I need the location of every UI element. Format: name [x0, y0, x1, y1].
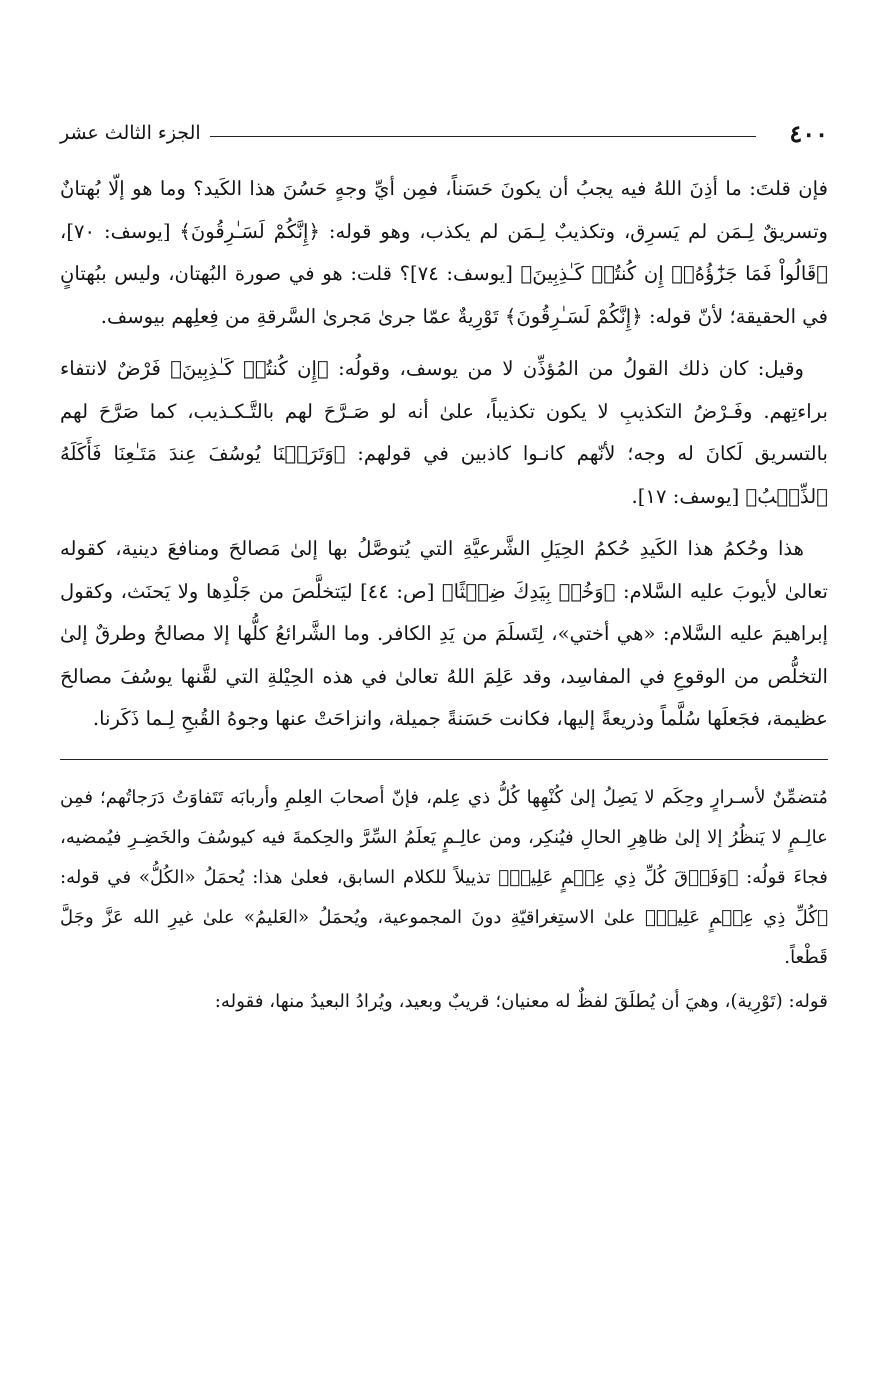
page-number: ٤٠٠: [789, 119, 828, 148]
page: [60, 108, 828, 1288]
main-paragraph: هذا وحُكمُ هذا الكَيدِ حُكمُ الحِيَلِ الشَّرعيَّةِ التي يُتوصَّلُ بها إلىٰ مَصالحَ ومنافعَ دينية، كقوله تعالىٰ لأيوبَ عليه السَّلام: ﴿وَخُذۡ بِيَدِكَ ضِغۡثًا﴾ [ص: ٤٤] ليَتخلَّصَ من جَلْدِها ولا يَحنَث، وكقول إبراهيمَ عليه السَّلام: «هي أختي»، لِتَسلَمَ من يَدِ الكافر. وما الشَّرائعُ كلُّها إلا مصالحُ وطرقٌ إلىٰ التخلُّص من الوقوعِ في المفاسِد، وقد عَلِمَ اللهُ تعالىٰ في هذه الحِيْلةِ التي لقَّنها يوسُفَ مصالحَ عظيمة، فجَعلَها سُلَّماً وذريعةً إليها، فكانت حَسَنةً جميلة، وانزاحَتْ عنها وجوهُ القُبحِ لِـما ذَكَرنا.: [60, 537, 828, 730]
main-paragraph: فإن قلتَ: ما أذِنَ اللهُ فيه يجبُ أن يكونَ حَسَناً، فمِن أيِّ وجهٍ حَسُنَ هذا الكَيد؟ وما هو إلّا بُهتانٌ وتسريقٌ لِـمَن لم يَسرِق، وتكذيبٌ لِـمَن لم يكذب، وهو قوله: ﴿إِنَّكُمْ لَسَـٰرِقُونَ﴾ [يوسف: ٧٠]، ﴿قَالُواْ فَمَا جَزَٰٓؤُهُۥٓ إِن كُنتُمۡ كَـٰذِبِينَ﴾ [يوسف: ٧٤]؟ قلت: هو في صورة البُهتان، وليس ببُهتانٍ في الحقيقة؛ لأنّ قوله: ﴿إِنَّكُمْ لَسَـٰرِقُونَ﴾ تَوْرِيةٌ عمّا جرىٰ مَجرىٰ السَّرقةِ من فِعلِهم بيوسف.: [60, 177, 828, 328]
running-header: [60, 108, 828, 168]
footnotes: [60, 778, 828, 1022]
footnote-paragraph: قوله: (تَوْرِية)، وهيَ أن يُطلَقَ لفظٌ له معنيان؛ قريبٌ وبعيد، ويُرادُ البعيدُ منها، فقوله:: [214, 990, 828, 1012]
part-title: الجزء الثالث عشر: [60, 122, 201, 144]
main-paragraph: وقيل: كان ذلك القولُ من المُؤذِّن لا من يوسف، وقولُه: ﴿إِن كُنتُمۡ كَـٰذِبِينَ﴾ فَرْضٌ لانتفاء براءتِهم. وفَـرْضُ التكذيبِ لا يكون تكذيباً، علىٰ أنه لو صَـرَّحَ لهم بالتَّـكـذيب، كما صَرَّحَ لهم بالتسريق لَكانَ له وجه؛ لأنّهم كانـوا كاذبين في قولهم: ﴿وَتَرَكۡنَا يُوسُفَ عِندَ مَتَـٰعِنَا فَأَكَلَهُ ٱلذِّئۡبُ﴾ [يوسف: ١٧].: [60, 357, 828, 508]
main-text: [60, 168, 828, 741]
footnote-paragraph: مُتضمِّنٌ لأسـرارٍ وحِكَم لا يَصِلُ إلىٰ كُنْهِها كُلُّ ذي عِلم، فإنّ أصحابَ العِلمِ وأربابَه تَتَفاوَتُ دَرَجاتُهم؛ فمِن عالِـمٍ لا يَنظُرُ إلا إلىٰ ظاهِرِ الحالِ فيُنكِر، ومن عالِـمٍ يَعلَمُ السِّرَّ والحِكمةَ فيه كيوسُفَ والخَضِـرِ فيُمضيه، فجاءَ قولُه: ﴿وَفَوۡقَ كُلِّ ذِي عِلۡمٍ عَلِيمٞ﴾ تذييلاً للكلام السابق، فعلىٰ هذا: يُحمَلُ «الكُلُّ» في قوله: ﴿كُلِّ ذِي عِلۡمٍ عَلِيمٞ﴾ علىٰ الاستِغراقيّةِ دونَ المجموعية، ويُحمَلُ «العَليمُ» علىٰ غيرِ الله عَزَّ وجَلَّ قَطْعاً.: [60, 786, 828, 968]
header-rule: [210, 136, 756, 137]
footnote-divider: [60, 759, 828, 760]
